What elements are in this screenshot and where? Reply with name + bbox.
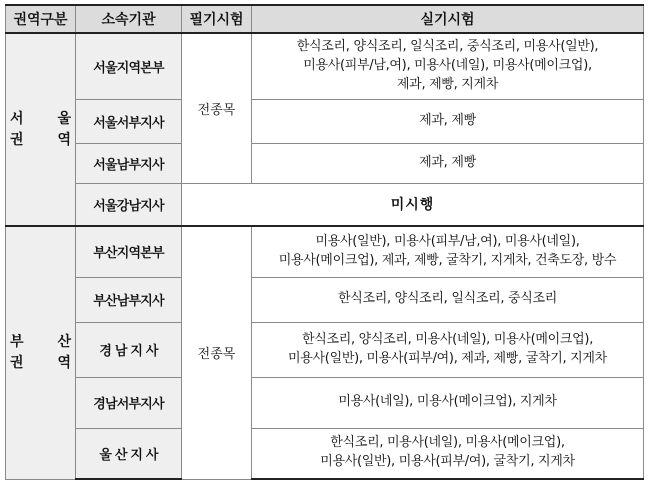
table-header-row	[6, 5, 644, 33]
practical-line: 한식조리, 미용사(네일), 미용사(메이크업),	[330, 435, 565, 451]
region-seoul-char: 역	[57, 131, 71, 148]
agency-cell: 서울강남지사	[76, 183, 182, 226]
region-busan-char: 권	[10, 354, 24, 371]
table-row	[6, 183, 644, 226]
table-row	[6, 99, 644, 143]
practical-line: 미용사(일반), 미용사(피부/여), 굴착기, 지게차	[320, 454, 575, 470]
exam-agency-table	[5, 4, 644, 480]
practical-exam-cell	[252, 33, 644, 99]
header-agency: 소속기관	[76, 5, 182, 33]
practical-exam-cell	[252, 143, 644, 183]
written-exam-seoul: 전종목	[182, 33, 252, 183]
practical-line: 한식조리, 양식조리, 일식조리, 중식조리	[337, 291, 558, 307]
region-seoul-char: 서	[10, 110, 24, 127]
practical-line: 제과, 제빵, 지게차	[396, 76, 499, 92]
table-row	[6, 33, 644, 99]
agency-cell: 서울서부지사	[76, 99, 182, 143]
region-seoul-char: 울	[57, 110, 71, 127]
table-row	[6, 226, 644, 277]
table-row	[6, 428, 644, 479]
region-busan	[6, 226, 76, 479]
region-seoul-char: 권	[10, 131, 24, 148]
header-written-exam: 필기시험	[182, 5, 252, 33]
agency-cell: 경 남 지 사	[76, 322, 182, 377]
practical-exam-cell	[252, 377, 644, 428]
written-exam-busan: 전종목	[182, 226, 252, 479]
practical-line: 제과, 제빵	[419, 154, 476, 170]
practical-line: 미용사(네일), 미용사(메이크업), 지게차	[338, 394, 557, 410]
practical-line: 미용사(피부/남,여), 미용사(네일), 미용사(메이크업),	[303, 57, 592, 73]
region-seoul	[6, 33, 76, 226]
header-practical-exam: 실기시험	[252, 5, 644, 33]
practical-line: 미용사(일반), 미용사(피부/남,여), 미용사(네일),	[315, 233, 580, 249]
practical-line: 한식조리, 양식조리, 미용사(네일), 미용사(메이크업),	[301, 331, 594, 347]
practical-exam-cell	[252, 277, 644, 322]
header-region: 권역구분	[6, 5, 76, 33]
agency-cell: 부산지역본부	[76, 226, 182, 277]
table-row	[6, 277, 644, 322]
region-busan-char: 산	[57, 333, 71, 350]
practical-exam-cell	[252, 428, 644, 479]
agency-cell: 서울남부지사	[76, 143, 182, 183]
practical-line: 미용사(메이크업), 제과, 제빵, 굴착기, 지게차, 건축도장, 방수	[278, 252, 617, 268]
region-busan-char: 역	[57, 354, 71, 371]
agency-cell: 부산남부지사	[76, 277, 182, 322]
practical-line: 제과, 제빵	[419, 112, 476, 128]
practical-not-conducted: 미시행	[182, 183, 644, 226]
practical-line: 미용사(일반), 미용사(피부/여), 제과, 제빵, 굴착기, 지게차	[288, 350, 607, 366]
practical-line: 한식조리, 양식조리, 일식조리, 중식조리, 미용사(일반),	[296, 38, 599, 54]
region-busan-char: 부	[10, 333, 24, 350]
table-row	[6, 143, 644, 183]
practical-exam-cell	[252, 226, 644, 277]
practical-exam-cell	[252, 322, 644, 377]
agency-cell: 울 산 지 사	[76, 428, 182, 479]
agency-cell: 서울지역본부	[76, 33, 182, 99]
practical-exam-cell	[252, 99, 644, 143]
table-row	[6, 377, 644, 428]
agency-cell: 경남서부지사	[76, 377, 182, 428]
table-row	[6, 322, 644, 377]
